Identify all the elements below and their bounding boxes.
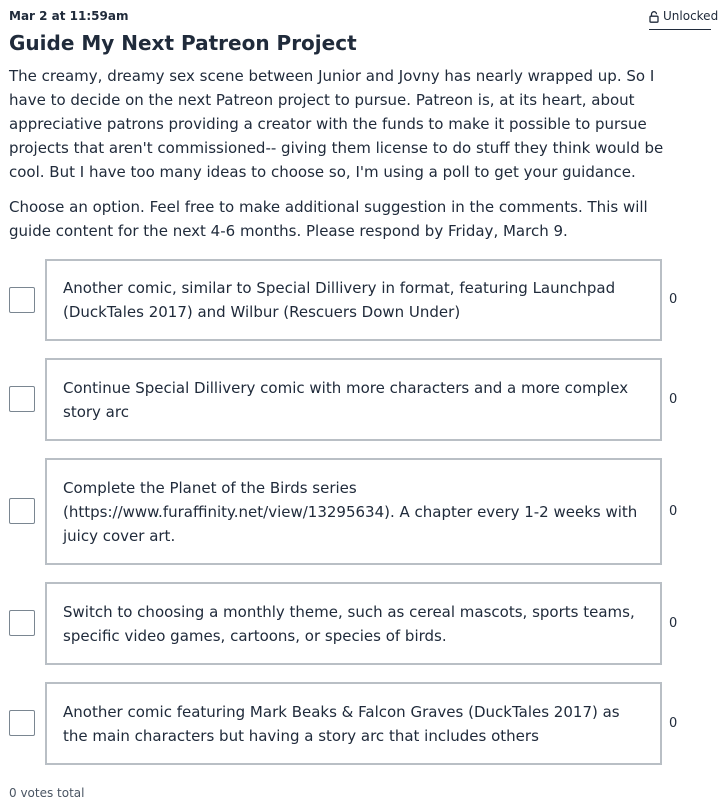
post-title: Guide My Next Patreon Project — [9, 31, 357, 55]
option-label-box[interactable] — [45, 682, 662, 765]
option-label: Complete the Planet of the Birds series (https://www.furaffinity.net/view/13295634). A chapter every 1-2 weeks with juicy cover art. — [63, 478, 638, 545]
option-label: Another comic, similar to Special Dillivery in format, featuring Launchpad (DuckTales 2017) and Wilbur (Rescuers Down Under) — [63, 279, 616, 321]
unlocked-padlock-icon — [649, 11, 659, 23]
option-checkbox[interactable] — [9, 498, 35, 524]
option-label-box[interactable] — [45, 259, 662, 341]
lock-status[interactable] — [649, 9, 718, 30]
lock-status-label: Unlocked — [663, 9, 718, 23]
option-label-box[interactable] — [45, 458, 662, 565]
option-vote-count: 0 — [669, 504, 678, 519]
option-checkbox[interactable] — [9, 610, 35, 636]
option-checkbox[interactable] — [9, 386, 35, 412]
option-label: Switch to choosing a monthly theme, such as cereal mascots, sports teams, specific video games, cartoons, or species of birds. — [63, 602, 635, 645]
option-label-box[interactable] — [45, 358, 662, 441]
option-vote-count: 0 — [669, 616, 678, 631]
option-checkbox[interactable] — [9, 287, 35, 313]
option-vote-count: 0 — [669, 392, 678, 407]
option-label-box[interactable] — [45, 582, 662, 665]
votes-total: 0 votes total — [9, 786, 85, 800]
option-checkbox[interactable] — [9, 710, 35, 736]
post-date: Mar 2 at 11:59am — [9, 9, 129, 23]
option-vote-count: 0 — [669, 292, 678, 307]
post-paragraph-1: The creamy, dreamy sex scene between Junior and Jovny has nearly wrapped up. So I have to decide on the next Patreon project to pursue. Patreon is, at its heart, about appreciative patrons providing a creator with the funds to make it possible to pursue projects that aren't commissioned-- giving them license to do stuff they think would be cool. But I have too many ideas to choose so, I'm using a poll to get your guidance. — [9, 67, 664, 181]
option-vote-count: 0 — [669, 716, 678, 731]
option-label: Continue Special Dillivery comic with more characters and a more complex story arc — [63, 378, 629, 421]
option-label: Another comic featuring Mark Beaks & Falcon Graves (DuckTales 2017) as the main characters but having a story arc that includes others — [63, 702, 620, 745]
post-paragraph-2: Choose an option. Feel free to make additional suggestion in the comments. This will guide content for the next 4-6 months. Please respond by Friday, March 9. — [9, 198, 648, 240]
